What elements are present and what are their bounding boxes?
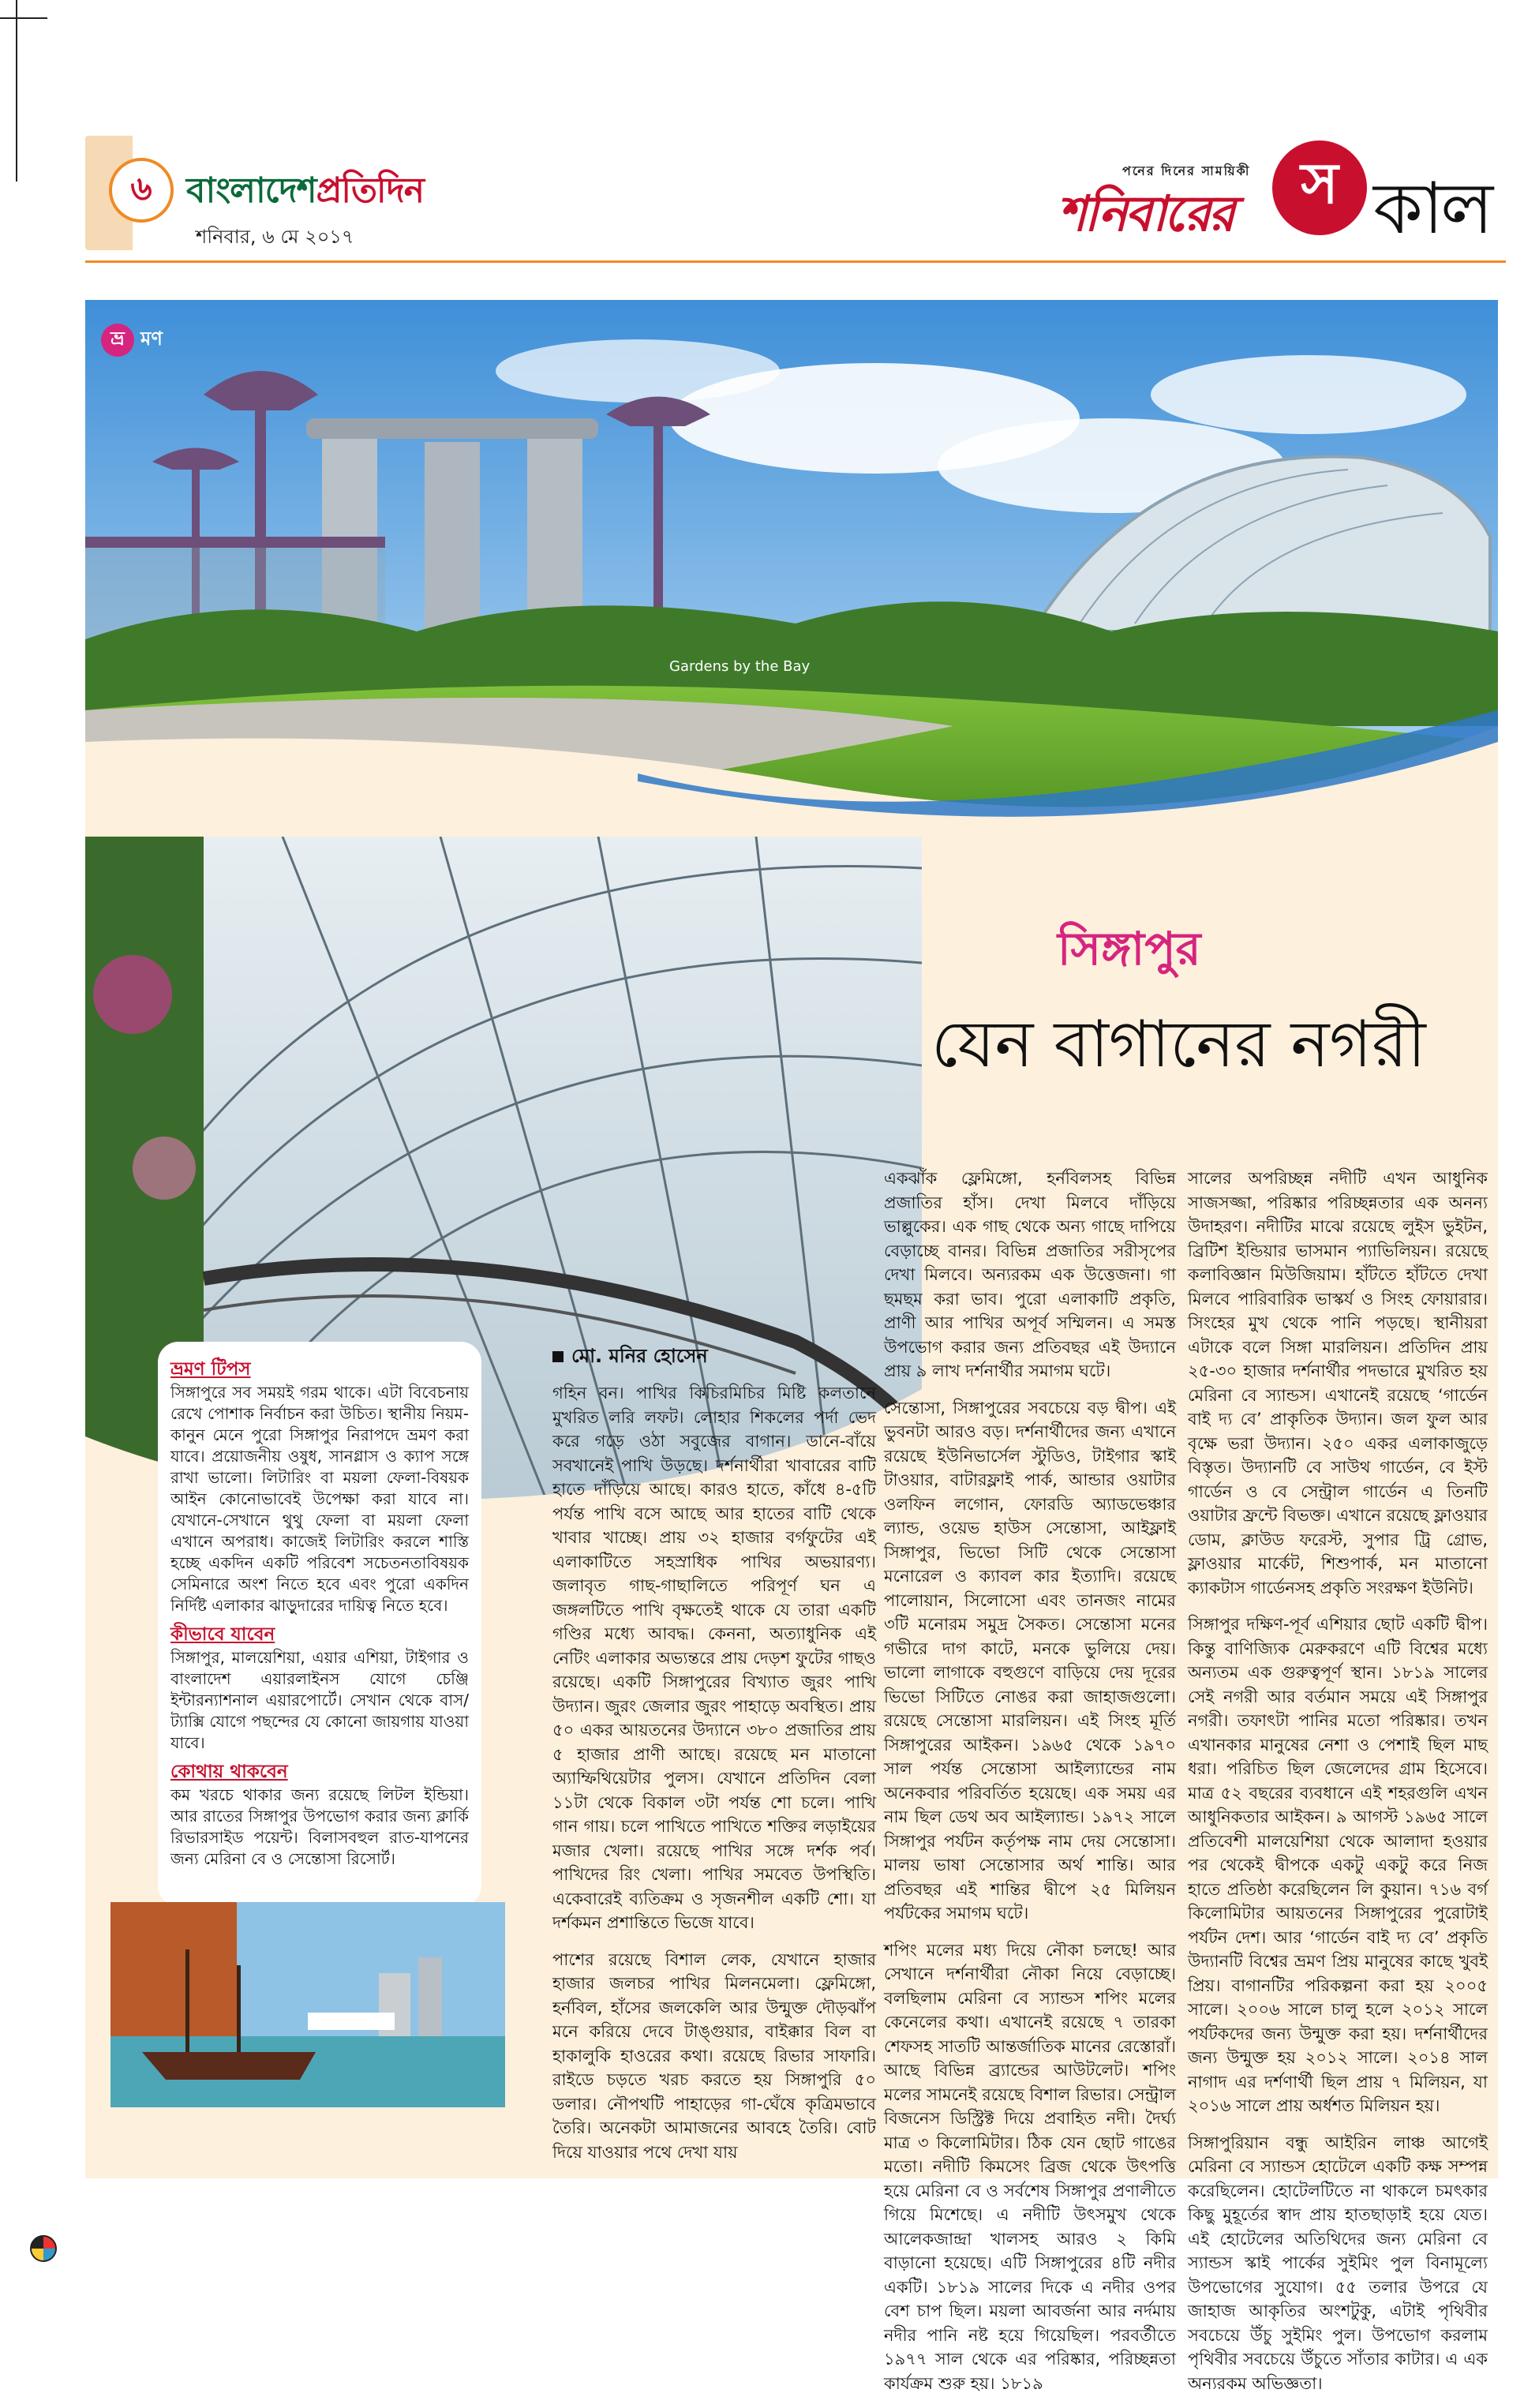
how-to-go-heading: কীভাবে যাবেন (170, 1624, 275, 1645)
registration-mark (16, 0, 17, 182)
article-paragraph: সালের অপরিচ্ছন্ন নদীটি এখন আধুনিক সাজসজ্জা, পরিষ্কার পরিচ্ছন্নতার এক অনন্য উদাহরণ। নদীটির মাঝে রয়েছে লুইস ভুইটন, ব্রিটিশ ইন্ডিয়ার ভাসমান প্যাভিলিয়ন। রয়েছে কলাবিজ্ঞান মিউজিয়াম। হাঁটতে হাঁটতে দেখা মিলবে পারিবারিক ভাস্কর্য ও সিংহ ফোয়ারার। সিংহের মুখ থেকে পানি পড়ছে। স্থানীয়রা এটাকে বলে সিঙ্গা মারলিয়ন। প্রতিদিন প্রায় ২৫-৩০ হাজার দর্শনার্থীর পদভারে মুখরিত হয় মেরিনা বে স্যান্ডস। এখানেই রয়েছে ‘গার্ডেন বাই দ্য বে’ প্রাকৃতিক উদ্যান। জল ফুল আর বৃক্ষে ভরা উদ্যান। ২৫০ একর এলাকাজুড়ে বিস্তৃত। উদ্যানটি বে সাউথ গার্ডেন, বে ইস্ট গার্ডেন ও বে সেন্ট্রাল গার্ডেন এ তিনটি ওয়াটার ফ্রন্টে বিভক্ত। এখানে রয়েছে ফ্লাওয়ার ডোম, ক্লাউড ফরেস্ট, সুপার ট্রি গ্রোভ, ফ্লাওয়ার মার্কেট, শিশুপার্ক, মন মাতানো ক্যাকটাস গার্ডেনসহ প্রকৃতি সংরক্ষণ ইউনিট। (1188, 1169, 1488, 1597)
gardens-by-the-bay-photo (85, 300, 1498, 837)
byline-marker (552, 1351, 564, 1362)
article-column-3 (1188, 1167, 1488, 2408)
color-registration-target (30, 2235, 57, 2262)
page-number: ৬ (109, 158, 174, 223)
article-paragraph: গহিন বন। পাখির কিচিরমিচির মিষ্টি কলতানে মুখরিত লরি লফট। লোহার শিকলের পর্দা ভেদ করে গড়ে ওঠা সবুজের বাগান। ডানে-বাঁয়ে সবখানেই পাখি উড়ছে। দর্শনার্থীরা খাবারের বাটি হাতে দাঁড়িয়ে আছে। কারও হাতে, কাঁধে ৪-৫টি পর্যন্ত পাখি বসে আছে আর হাতের বাটি থেকে খাবার খাচ্ছে। প্রায় ৩২ হাজার বর্গফুটের এই এলাকাটিতে সহস্রাধিক পাখির অভয়ারণ্য। জলাবৃত গাছ-গাছালিতে পরিপূর্ণ ঘন এ জঙ্গলটিতে পাখি বৃক্ষতেই থাকে যে তারা একটি গণ্ডির মধ্যে আবদ্ধ। কেননা, অত্যাধুনিক এই নেটিং এলাকার অভ্যন্তরে প্রায় দেড়শ ফুটের গাছও রয়েছে। একটি সিঙ্গাপুরের বিখ্যাত জুরং পাখি উদ্যান। জুরং জেলার জুরং পাহাড়ে অবস্থিত। প্রায় ৫০ একর আয়তনের উদ্যানে ৩৮০ প্রজাতির প্রায় ৫ হাজার প্রাণী আছে। রয়েছে মন মাতানো অ্যাম্ফিথিয়েটার পুলস। যেখানে প্রতিদিন বেলা ১১টা থেকে বিকাল ৩টা পর্যন্ত শো চলে। পাখি গান গায়। চলে পাখিতে পাখিতে শক্তির লড়াইয়ের মজার খেলা। রয়েছে পাখির সঙ্গে দর্শক পর্ব। পাখিদের রিং খেলা। পাখির সমবেত উপস্থিতি। একেবারেই ব্যতিক্রম ও সৃজনশীল একটি শো। যা দর্শকমন প্রশান্তিতে ভিজে যাবে। (552, 1384, 876, 1932)
article-column-1 (552, 1381, 876, 2177)
section-tag-label: মণ (140, 328, 163, 350)
supplement-logo-circle: স (1272, 140, 1367, 235)
registration-mark (0, 17, 47, 19)
author-name: মো. মনির হোসেন (571, 1345, 708, 1367)
article-paragraph: শপিং মলের মধ্য দিয়ে নৌকা চলছে! আর সেখানে দর্শনার্থীরা নৌকা নিয়ে বেড়াচ্ছে। বলছিলাম মেরিনা বে স্যান্ডস শপিং মলের কেনেলের কথা। এখানেই রয়েছে ৭ তারকা শেফসহ সাতটি আন্তর্জাতিক মানের রেস্তোরাঁ। আছে বিভিন্ন ব্র্যান্ডের আউটলেট। শপিং মলের সামনেই রয়েছে বিশাল রিভার। সেন্ট্রাল বিজনেস ডিস্ট্রিক্ট দিয়ে প্রবাহিত নদী। দৈর্ঘ্য মাত্র ৩ কিলোমিটার। ঠিক যেন ছোট গাঙের মতো। নদীটি কিমসেং ব্রিজ থেকে উৎপত্তি হয়ে মেরিনা বে ও সর্বশেষ সিঙ্গাপুর প্রণালীতে গিয়ে মিশেছে। এ নদীটি উৎসমুখ থেকে আলেকজান্দ্রা খালসহ আরও ২ কিমি বাড়ানো হয়েছে। এটি সিঙ্গাপুরের ৪টি নদীর একটি। ১৮১৯ সালের দিকে এ নদীর ওপর বেশ চাপ ছিল। ময়লা আবর্জনা আর নর্দমায় নদীর পানি নষ্ট হয়ে গিয়েছিল। পরবর্তীতে ১৯৭৭ সাল থেকে এর পরিষ্কার, পরিচ্ছন্নতা কার্যক্রম শুরু হয়। ১৮১৯ (884, 1940, 1176, 2393)
how-to-go-text: সিঙ্গাপুর, মালয়েশিয়া, এয়ার এশিয়া, টাইগার ও বাংলাদেশ এয়ারলাইনস যোগে চেঞ্জি ইন্টারন্যাশনাল এয়ারপোর্টে। সেখান থেকে বাস/ট্যাক্সি যোগে পছন্দের যে কোনো জায়গায় যাওয়া যাবে। (170, 1648, 469, 1752)
tips-heading: ভ্রমণ টিপস (170, 1359, 251, 1380)
article-paragraph: সেন্তোসা, সিঙ্গাপুরের সবচেয়ে বড় দ্বীপ। এই ভুবনটা আরও বড়। দর্শনার্থীদের জন্য এখানে রয়েছে ইউনিভার্সেল স্টুডিও, টাইগার স্কাই টাওয়ার, বাটারফ্লাই পার্ক, আন্ডার ওয়াটার ওলফিন লগোন, ফোরডি অ্যাডভেঞ্চার ল্যান্ড, ওয়েভ হাউস সেন্তোসা, আইফ্লাই সিঙ্গাপুর, ভিভো সিটি থেকে সেন্তোসা মনোরেল ও ক্যাবল কার ইত্যাদি। রয়েছে পালোয়ান, সিলোসো এবং তানজং নামের ৩টি মনোরম সমুদ্র সৈকত। সেন্তোসা মনের গভীরে দাগ কাটে, মনকে ভুলিয়ে দেয়। ভালো লাগাকে বহুগুণে বাড়িয়ে দেয় দূরের ভিভো সিটিতে নোঙর করা জাহাজগুলো। রয়েছে সেন্তোসা মারলিয়ন। এই সিংহ মূর্তি সিঙ্গাপুরের আইকন। ১৯৬৫ থেকে ১৯৭০ সাল পর্যন্ত সেন্তোসা আইল্যান্ডের নাম অনেকবার পরিবর্তিত হয়েছে। এক সময় এর নাম ছিল ডেথ অব আইল্যান্ড। ১৯৭২ সালে সিঙ্গাপুর পর্যটন কর্তৃপক্ষ নাম দেয় সেন্তোসা। মালয় ভাষা সেন্তোসার অর্থ শান্তি। আর প্রতিবছর এই শান্তির দ্বীপে ২৫ মিলিয়ন পর্যটকের সমাগম ঘটে। (884, 1398, 1176, 1923)
supplement-tagline: পনের দিনের সাময়িকী (1122, 163, 1251, 178)
article-paragraph: সিঙ্গাপুরিয়ান বন্ধু আইরিন লাঞ্চ আগেই মেরিনা বে স্যান্ডস হোটেলে একটি কক্ষ সম্পন্ন করেছিলেন। হোটেলটিতে না থাকলে চমৎকার কিছু মুহূর্তের স্বাদ প্রায় হাতছাড়াই হয়ে যেত। এই হোটেলের অতিথিদের জন্য মেরিনা বে স্যান্ডস স্কাই পার্কের সুইমিং পুল বিনামূল্যে উপভোগের সুযোগ। ৫৫ তলার উপরে যে জাহাজ আকৃতির অংশটুকু, এটাই পৃথিবীর সবচেয়ে উঁচু সুইমিং পুল। উপভোগ করলাম পৃথিবীর সবচেয়ে উঁচুতে সাঁতার কাটার। এ এক অন্যরকম অভিজ্ঞতা। (1188, 2133, 1488, 2393)
supplement-name-part2: কাল (1373, 167, 1491, 250)
newspaper-name: বাংলাদেশপ্রতিদিন (186, 170, 424, 211)
tips-text: সিঙ্গাপুরে সব সময়ই গরম থাকে। এটা বিবেচনায় রেখে পোশাক নির্বাচন করা উচিত। স্থানীয় নিয়ম-কানুন মেনে পুরো সিঙ্গাপুর নিরাপদে ভ্রমণ করা যাবে। প্রয়োজনীয় ওষুধ, সানগ্লাস ও ক্যাপ সঙ্গে রাখা ভালো। লিটারিং বা ময়লা ফেলা-বিষয়ক আইন কোনোভাবেই উপেক্ষা করা যাবে না। যেখানে-সেখানে থুথু ফেলা বা ময়লা ফেলা এখানে অপরাধ। কাজেই লিটারিং করলে শাস্তি হচ্ছে একদিন একটি পরিবেশ সচেতনতাবিষয়ক সেমিনারে অংশ নিতে হবে এবং পুরো একদিন নির্দিষ্ট এলাকার ঝাড়ুদারের দায়িত্ব নিতে হবে। (170, 1383, 469, 1615)
section-tag (101, 324, 163, 357)
article-headline: যেন বাগানের নগরী (931, 1007, 1426, 1082)
article-column-2 (884, 1167, 1176, 2408)
where-to-stay-heading: কোথায় থাকবেন (170, 1762, 288, 1782)
article-paragraph: পাশের রয়েছে বিশাল লেক, যেখানে হাজার হাজার জলচর পাখির মিলনমেলা। ফ্লেমিঙ্গো, হর্নবিল, হাঁসের জলকেলি আর উন্মুক্ত দৌড়ঝাঁপ মনে করিয়ে দেবে টাঙ্গুয়ার, বাইক্কার বিল বা হাকালুকি হাওরের কথা। রয়েছে রিভার সাফারি। রাইডে চড়তে খরচ করতে হয় সিঙ্গাপুরি ৫০ ডলার। নৌপথটি পাহাড়ের গা-ঘেঁষে কৃত্রিমভাবে তৈরি। অনেকটা আমাজনের আবহে তৈরি। বোট দিয়ে যাওয়ার পথে দেখা যায় (552, 1949, 876, 2162)
byline (552, 1342, 708, 1373)
section-tag-initial: ভ্র (101, 324, 134, 357)
article-paragraph: একঝাঁক ফ্লেমিঙ্গো, হর্নবিলসহ বিভিন্ন প্রজাতির হাঁস। দেখা মিলবে দাঁড়িয়ে ভাল্লুকের। এক গাছ থেকে অন্য গাছে দাপিয়ে বেড়াচ্ছে বানর। বিভিন্ন প্রজাতির সরীসৃপের দেখা মিলবে। অন্যরকম এক উত্তেজনা। গা ছমছম করা ভাব। পুরো এলাকাটি প্রকৃতি, প্রাণী আর পাখির অপূর্ব সম্মিলন। এ সমস্ত উপভোগ করার জন্য প্রতিবছর এই উদ্যানে প্রায় ৯ লাখ দর্শনার্থীর সমাগম ঘটে। (884, 1169, 1176, 1380)
where-to-stay-text: কম খরচে থাকার জন্য রয়েছে লিটল ইন্ডিয়া। আর রাতের সিঙ্গাপুর উপভোগ করার জন্য ক্লার্কি রিভারসাইড পয়েন্ট। বিলাসবহুল রাত-যাপনের জন্য মেরিনা বে ও সেন্তোসা রিসোর্ট। (170, 1785, 469, 1868)
photo-caption: Gardens by the Bay (669, 658, 811, 675)
boat-photo (110, 1902, 505, 2107)
header-rule (85, 260, 1506, 263)
publication-date: শনিবার, ৬ মে ২০১৭ (196, 226, 354, 248)
article-paragraph: সিঙ্গাপুর দক্ষিণ-পূর্ব এশিয়ার ছোট একটি দ্বীপ। কিন্তু বাণিজ্যিক মেরুকরণে এটি বিশ্বের মধ্যে অন্যতম এক গুরুত্বপূর্ণ স্থান। ১৮১৯ সালের সেই নগরী আর বর্তমান সময়ে এই সিঙ্গাপুর নগরী। তফাৎটা পানির মতো পরিষ্কার। তখন এখানকার মানুষের নেশা ও পেশাই ছিল মাছ ধরা। পরিচিত ছিল জেলেদের গ্রাম হিসেবে। মাত্র ৫২ বছরের ব্যবধানে এই শহরগুলি এখন আধুনিকতার আইকন। ৯ আগস্ট ১৯৬৫ সালে প্রতিবেশী মালয়েশিয়া থেকে আলাদা হওয়ার পর থেকেই দ্বীপকে একটু একটু করে নিজ হাতে প্রতিষ্ঠা করেছিলেন লি কুয়ান। ৭১৬ বর্গ কিলোমিটার আয়তনের সিঙ্গাপুরের পুরোটাই পর্যটন দেশ। আর ‘গার্ডেন বাই দ্য বে’ প্রকৃতি উদ্যানটি বিশ্বের ভ্রমণ প্রিয় মানুষের কাছে খুবই প্রিয়। বাগানটির পরিকল্পনা করা হয় ২০০৫ সালে। ২০০৬ সালে চালু হলে ২০১২ সালে পর্যটকদের জন্য উন্মুক্ত করা হয়। দর্শনার্থীদের জন্য উন্মুক্ত হয় ২০১২ সালে। ২০১৪ সাল নাগাদ এর দর্শণার্থী ছিল প্রায় ৭ মিলিয়ন, যা ২০১৬ সালে প্রায় অর্ধশত মিলিয়ন হয়। (1188, 1615, 1488, 2115)
travel-tips-box (158, 1342, 481, 1906)
article-kicker: সিঙ্গাপুর (1058, 922, 1201, 976)
supplement-name-part1: শনিবারের (1058, 185, 1234, 242)
